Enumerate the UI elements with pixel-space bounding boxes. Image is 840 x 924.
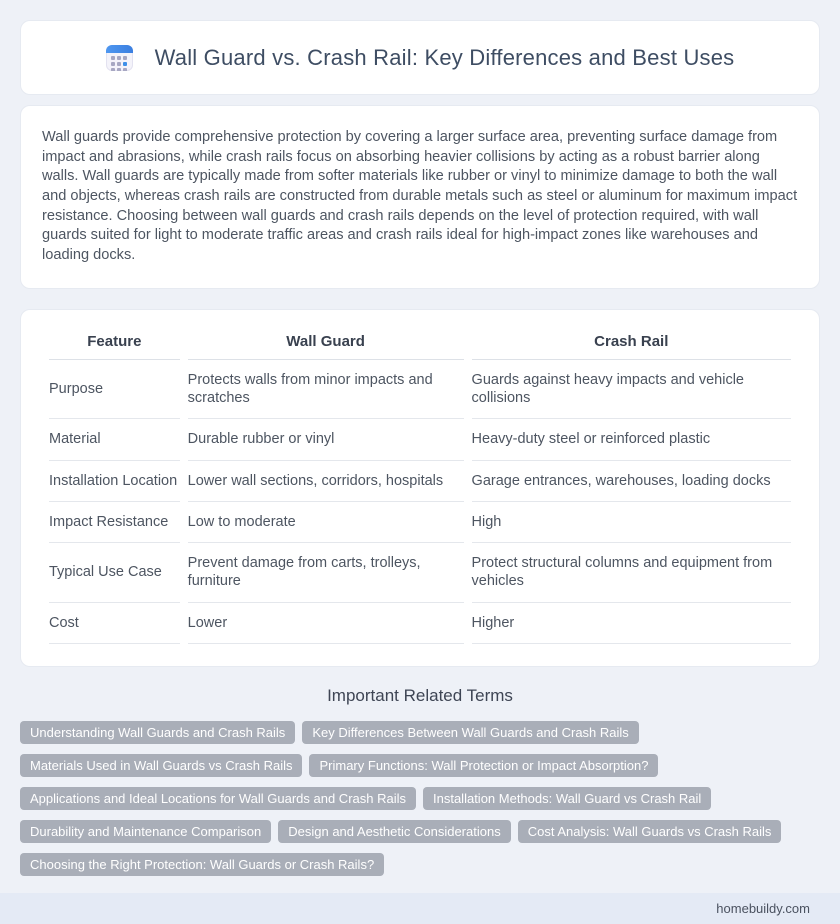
table-row <box>49 502 791 543</box>
intro-paragraph: Wall guards provide comprehensive protection by covering a larger surface area, preventing surface damage from impact and abrasions, while crash rails focus on absorbing heavier collisions by acting as a robust barrier along walls. Wall guards are typically made from softer materials like rubber or vinyl to minimize damage to both the wall and objects, whereas crash rails are constructed from durable metals such as steel or aluminum for maximum impact resistance. Choosing between wall guards and crash rails depends on the level of protection required, with wall guards suited for light to moderate traffic areas and crash rails ideal for high-impact zones like warehouses and loading docks. <box>42 129 798 264</box>
column-header: Crash Rail <box>472 322 791 360</box>
related-terms-heading: Important Related Terms <box>327 685 513 705</box>
value-cell: High <box>472 502 791 543</box>
calendar-icon <box>106 45 133 71</box>
table-row <box>49 461 791 502</box>
feature-cell: Typical Use Case <box>49 543 180 603</box>
calendar-dot <box>123 62 127 66</box>
calendar-dot <box>111 56 115 60</box>
feature-cell: Impact Resistance <box>49 502 180 543</box>
related-term-chip[interactable]: Installation Methods: Wall Guard vs Crash Rail <box>423 787 711 810</box>
value-cell: Protect structural columns and equipment from vehicles <box>472 543 791 603</box>
table-row <box>49 419 791 460</box>
calendar-dot <box>117 56 121 60</box>
table-header-row <box>49 322 791 360</box>
chip-row <box>20 853 820 876</box>
value-cell: Durable rubber or vinyl <box>188 419 464 460</box>
feature-cell: Purpose <box>49 360 180 420</box>
intro-card <box>20 105 820 289</box>
value-cell: Prevent damage from carts, trolleys, furniture <box>188 543 464 603</box>
calendar-dot <box>117 62 121 66</box>
footer-bar <box>0 893 840 924</box>
value-cell: Heavy-duty steel or reinforced plastic <box>472 419 791 460</box>
value-cell: Guards against heavy impacts and vehicle collisions <box>472 360 791 420</box>
related-term-chip[interactable]: Applications and Ideal Locations for Wall Guards and Crash Rails <box>20 787 416 810</box>
table-row <box>49 360 791 420</box>
calendar-dot <box>111 68 115 71</box>
feature-cell: Cost <box>49 603 180 644</box>
value-cell: Higher <box>472 603 791 644</box>
calendar-dot <box>123 68 127 71</box>
chip-row <box>20 820 820 843</box>
feature-cell: Material <box>49 419 180 460</box>
calendar-icon-top <box>106 45 133 53</box>
comparison-table <box>41 322 799 644</box>
feature-cell: Installation Location <box>49 461 180 502</box>
value-cell: Low to moderate <box>188 502 464 543</box>
related-terms-list <box>20 721 820 876</box>
page-title: Wall Guard vs. Crash Rail: Key Differences and Best Uses <box>154 44 735 70</box>
column-header: Feature <box>49 322 180 360</box>
chip-row <box>20 721 820 744</box>
related-term-chip[interactable]: Primary Functions: Wall Protection or Impact Absorption? <box>309 754 658 777</box>
calendar-dot <box>117 68 121 71</box>
value-cell: Lower wall sections, corridors, hospitals <box>188 461 464 502</box>
related-term-chip[interactable]: Cost Analysis: Wall Guards vs Crash Rails <box>518 820 782 843</box>
chip-row <box>20 754 820 777</box>
calendar-dot <box>111 62 115 66</box>
related-term-chip[interactable]: Key Differences Between Wall Guards and Crash Rails <box>302 721 638 744</box>
calendar-dot <box>123 56 127 60</box>
chip-row <box>20 787 820 810</box>
value-cell: Lower <box>188 603 464 644</box>
table-row <box>49 543 791 603</box>
related-term-chip[interactable]: Durability and Maintenance Comparison <box>20 820 271 843</box>
column-header: Wall Guard <box>188 322 464 360</box>
value-cell: Protects walls from minor impacts and scratches <box>188 360 464 420</box>
related-term-chip[interactable]: Materials Used in Wall Guards vs Crash Rails <box>20 754 302 777</box>
header-card <box>20 20 820 95</box>
value-cell: Garage entrances, warehouses, loading docks <box>472 461 791 502</box>
table-row <box>49 603 791 644</box>
related-term-chip[interactable]: Understanding Wall Guards and Crash Rails <box>20 721 295 744</box>
comparison-table-card <box>20 309 820 667</box>
calendar-icon-grid <box>106 56 133 71</box>
related-term-chip[interactable]: Choosing the Right Protection: Wall Guards or Crash Rails? <box>20 853 384 876</box>
footer-site-name: homebuildy.com <box>716 900 810 916</box>
related-term-chip[interactable]: Design and Aesthetic Considerations <box>278 820 510 843</box>
